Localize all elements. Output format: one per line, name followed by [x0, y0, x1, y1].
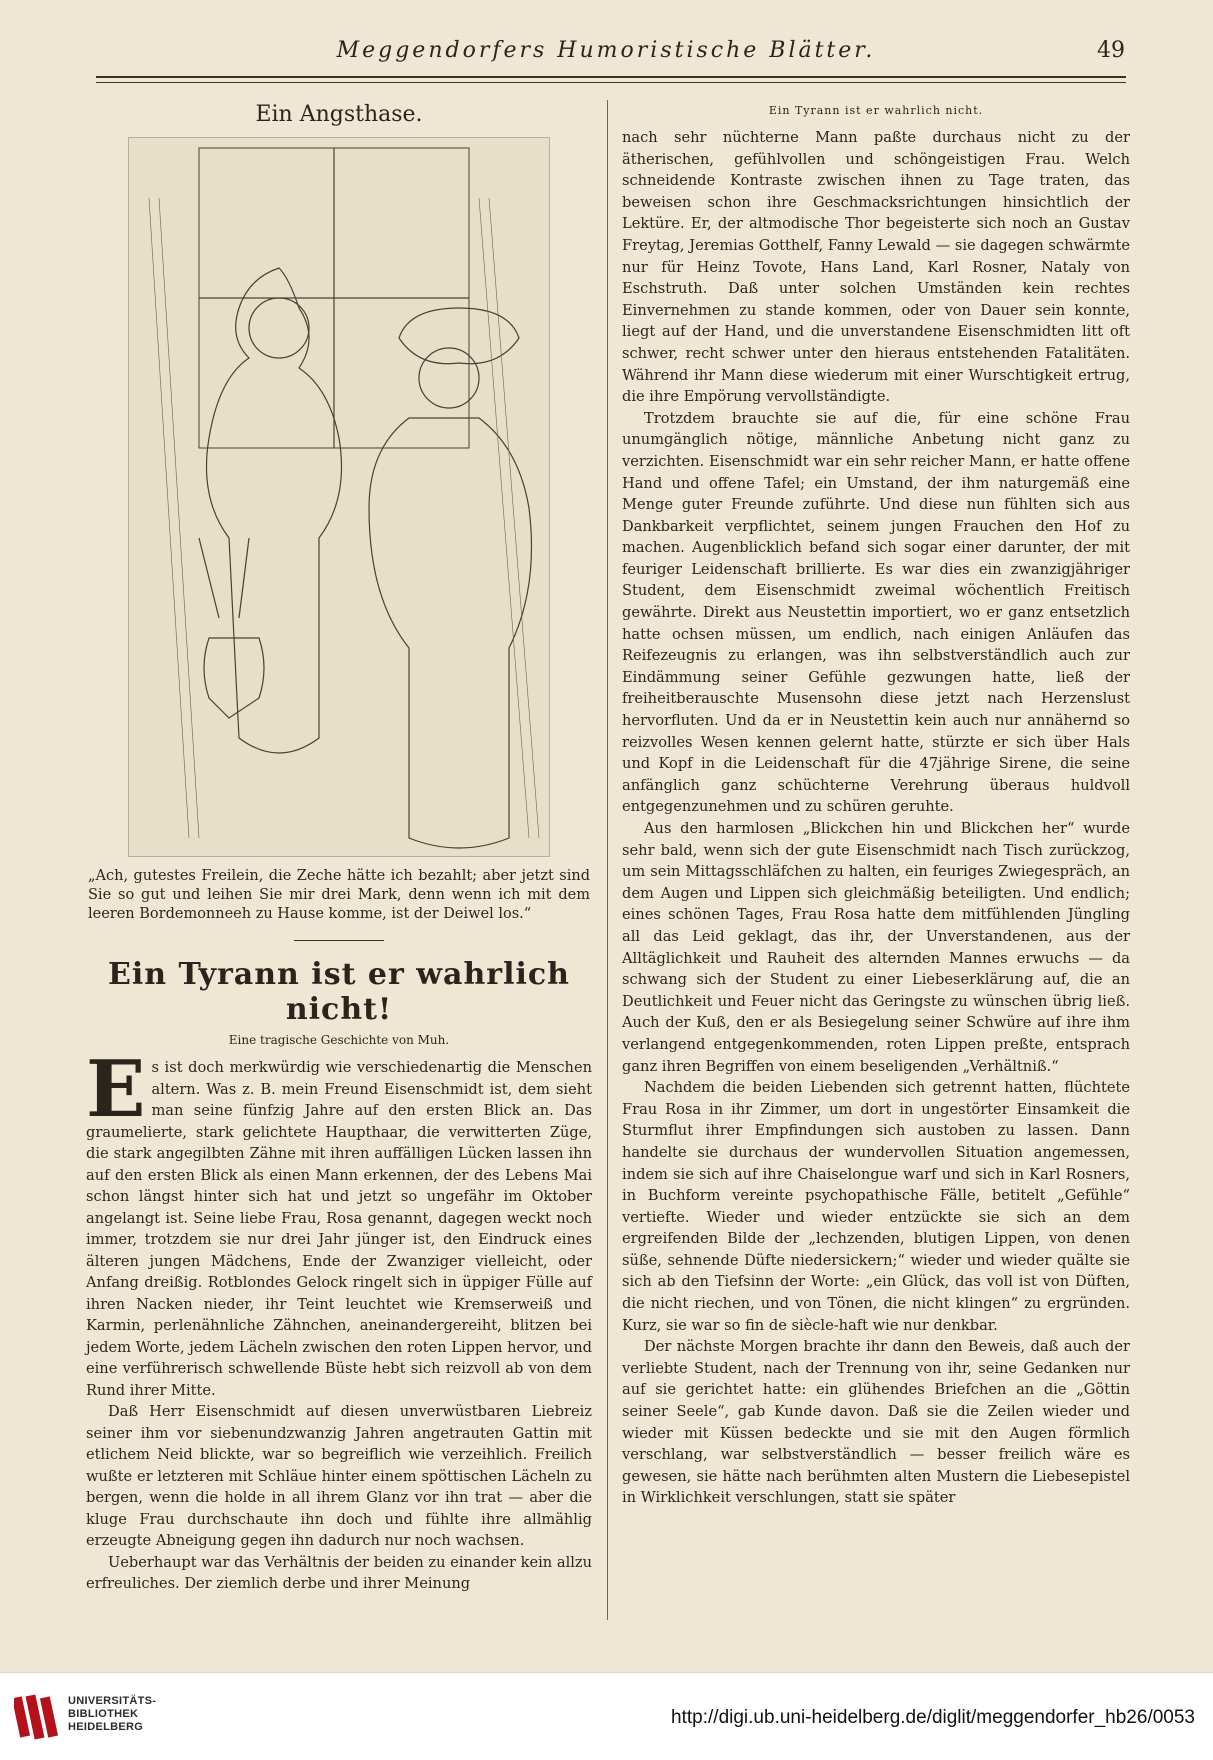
right-column	[622, 104, 1130, 1509]
story-title: Ein Tyrann ist er wahrlich nicht!	[108, 957, 570, 1027]
running-title: Meggendorfers Humoristische Blätter.	[336, 38, 876, 63]
illustration	[128, 137, 550, 857]
column-divider	[607, 100, 608, 1620]
library-name-line: BIBLIOTHEK	[68, 1708, 139, 1720]
illustration-title: Ein Angsthase.	[255, 102, 423, 127]
page-number: 49	[1097, 38, 1125, 63]
illustration-drawing	[129, 138, 549, 856]
story-subtitle: Eine tragische Geschichte von Muh.	[228, 1033, 450, 1047]
header-rule-thin	[96, 82, 1126, 83]
story-text	[86, 1044, 592, 1595]
story-paragraph: Nachdem die beiden Liebenden sich getrennt hatten, flüchtete Frau Rosa in ihr Zimmer, um dort in ungestörter Einsamkeit die Sturmflut ihrer Empfindungen sich austoben zu lassen. Dann handelte sie durchaus der wundervollen Situation angemessen, indem sie sich auf ihre Chaiselongue warf und sich in Karl Rosners, in Buchform vereinte psychopathische Fälle, betitelt „Gefühle“ vertiefte. Wieder und wieder entzückte sie sich an dem ergreifenden Bilde der „lechzenden, blutigen Lippen, von denen süße, sehnende Düfte niedersickern;“ wieder und wieder quälte sie sich ab den Tiefsinn der Worte: „ein Glück, das voll ist von Düften, die nicht riechen, und von Tönen, die nicht klingen“ zu ergründen. Kurz, sie war so fin de siècle-haft wie nur denkbar.	[622, 1079, 1130, 1334]
header-rule	[96, 76, 1126, 78]
story-paragraph: Trotzdem brauchte sie auf die, für eine schöne Frau unumgänglich nötige, männliche Anbetung nicht ganz zu verzichten. Eisenschmidt war ein sehr reicher Mann, er hatte offene Hand und offene Tafel; ein Umstand, der ihm naturgemäß eine Menge guter Freunde zuführte. Und diese nun fühlten sich aus Dankbarkeit verpflichtet, seinem jungen Frauchen den Hof zu machen. Augenblicklich befand sich sogar einer darunter, der mit feuriger Leidenschaft brillierte. Es war dies ein zwanzigjähriger Student, dem Eisenschmidt zweimal wöchentlich Freitisch gewährte. Direkt aus Neustettin importiert, wo er ganz entsetzlich hatte ochsen müssen, um endlich, nach einigen Anläufen das Reifezeugnis zu erlangen, was ihn selbstverständlich auch zur Eindämmung seiner Gefühle gezwungen hatte, ließ der freiheitberauschte Musensohn diese jetzt nach Herzenslust hervorfluten. Und da er in Neustettin kein auch nur annähernd so reizvolles Wesen kennen gelernt hatte, stürzte er sich über Hals und Kopf in die Leidenschaft für die 47jährige Sirene, die seine anfänglich ganz schüchterne Verehrung überaus huldvoll entgegenzunehmen und zu schüren geruhte.	[622, 409, 1130, 816]
story-paragraph: Aus den harmlosen „Blickchen hin und Blickchen her“ wurde sehr bald, wenn sich der gute Eisenschmidt nach Tisch zurückzog, um sein Mittagsschläfchen zu halten, ein feuriges Zwiegespräch, an dem Augen und Lippen sich gleichmäßig beteiligten. Und endlich; eines schönen Tages, Frau Rosa hatte dem mitfühlenden Jüngling all das Leid geklagt, das ihr, der Unverstandenen, aus der Alltäglichkeit und Rauheit des alternden Mannes erwuchs — da schwang sich der Student zu einer Liebeserklärung auf, die an Deutlichkeit und Feuer nicht das Geringste zu wünschen übrig ließ. Auch der Kuß, den er als Besiegelung seiner Schwüre auf ihre ihm verlangend entgegenkommenden, roten Lippen preßte, entsprach ganz ihren Begriffen von einem beseligenden „Verhältniß.“	[622, 820, 1130, 1075]
story-paragraph	[86, 1044, 592, 1401]
column-running-head: Ein Tyrann ist er wahrlich nicht.	[768, 104, 984, 117]
library-logo-icon[interactable]	[14, 1691, 58, 1743]
permalink-url[interactable]: http://digi.ub.uni-heidelberg.de/diglit/meggendorfer_hb26/0053	[671, 1707, 1195, 1728]
library-name-line: HEIDELBERG	[68, 1721, 144, 1733]
story-paragraph: Der nächste Morgen brachte ihr dann den Beweis, daß auch der verliebte Student, nach der Trennung von ihr, seine Gedanken nur auf sie gerichtet hatte: ein glühendes Briefchen an die „Göttin seiner Seele“, gab Kunde davon. Daß sie die Zeilen wieder und wieder mit Küssen bedeckte und sie mit den Augen förmlich verschlang, war selbstverständlich — besser freilich wäre es gewesen, sie hätte nach berühmten alten Mustern die Liebesepistel in Wirklichkeit verschlungen, statt sie später	[622, 1338, 1130, 1507]
left-column	[86, 96, 592, 1595]
story-paragraph-text: s ist doch merkwürdig wie verschiedenartig die Menschen altern. Was z. B. mein Freund Eisenschmidt ist, dem sieht man seine fünfzig Jahre auf den ersten Blick an. Das graumelierte, stark gelichtete Haupthaar, die verwitterten Züge, die stark angegilbten Zähne mit ihren auffälligen Lücken lassen ihn auf den ersten Blick als einen Mann erkennen, der des Lebens Mai schon längst hinter sich hat und jetzt so ungefähr im Oktober angelangt ist. Seine liebe Frau, Rosa genannt, dagegen weckt noch immer, trotzdem sie nur drei Jahr jünger ist, den Eindruck eines älteren jungen Mädchens, Ende der Zwanziger vielleicht, oder Anfang dreißig. Rotblondes Gelock ringelt sich in üppiger Fülle auf ihren Nacken nieder, ihr Teint leuchtet wie Kremserweiß und Karmin, perlenähnliche Zähnchen, aneinandergereiht, blitzen bei jedem Worte, jedem Lächeln zwischen den roten Lippen hervor, und eine verführerisch schwellende Büste hebt sich reizvoll ab von dem Rund ihrer Mitte.	[86, 1059, 592, 1399]
story-paragraph: nach sehr nüchterne Mann paßte durchaus nicht zu der ätherischen, gefühlvollen und schöngeistigen Frau. Welch schneidende Kontraste zwischen ihnen zu Tage traten, das beweisen schon ihre Geschmacksrichtungen hinsichtlich der Lektüre. Er, der altmodische Thor begeisterte sich noch an Gustav Freytag, Jeremias Gotthelf, Fanny Lewald — sie dagegen schwärmte nur für Heinz Tovote, Hans Land, Karl Rosner, Nataly von Eschstruth. Daß unter solchen Umständen kein rechtes Einvernehmen zu stande kommen, oder von Dauer sein konnte, liegt auf der Hand, und die unverstandene Eisenschmidten litt oft schwer, recht schwer unter den hieraus entstehenden Fatalitäten. Während ihr Mann diese wiederum mit einer Wurschtigkeit ertrug, die ihre Empörung vervollständigte.	[622, 129, 1130, 406]
story-paragraph: Daß Herr Eisenschmidt auf diesen unverwüstbaren Liebreiz seiner ihm vor siebenundzwanzig Jahren angetrauten Gattin mit etlichem Neid blickte, war so begreiflich wie verzeihlich. Freilich wußte er letzteren mit Schläue hinter einem spöttischen Lächeln zu bergen, wenn die holde in all ihrem Glanz vor ihn trat — aber die kluge Frau durchschaute ihn doch und fühlte ihre allmählig erzeugte Abneigung gegen ihn dadurch nur noch wachsen.	[86, 1403, 592, 1549]
library-name-line: UNIVERSITÄTS-	[68, 1695, 157, 1707]
section-rule	[294, 940, 384, 941]
illustration-caption: „Ach, gutestes Freilein, die Zeche hätte ich bezahlt; aber jetzt sind Sie so gut und leihen Sie mir drei Mark, denn wenn ich mit dem leeren Bordemonneeh zu Hause komme, ist der Deiwel los.“	[88, 868, 590, 922]
drop-cap: E	[86, 1044, 146, 1135]
viewer-footer	[0, 1672, 1213, 1760]
story-paragraph: Ueberhaupt war das Verhältnis der beiden zu einander kein allzu erfreuliches. Der ziemlich derbe und ihrer Meinung	[86, 1553, 592, 1592]
library-name[interactable]	[68, 1695, 156, 1734]
